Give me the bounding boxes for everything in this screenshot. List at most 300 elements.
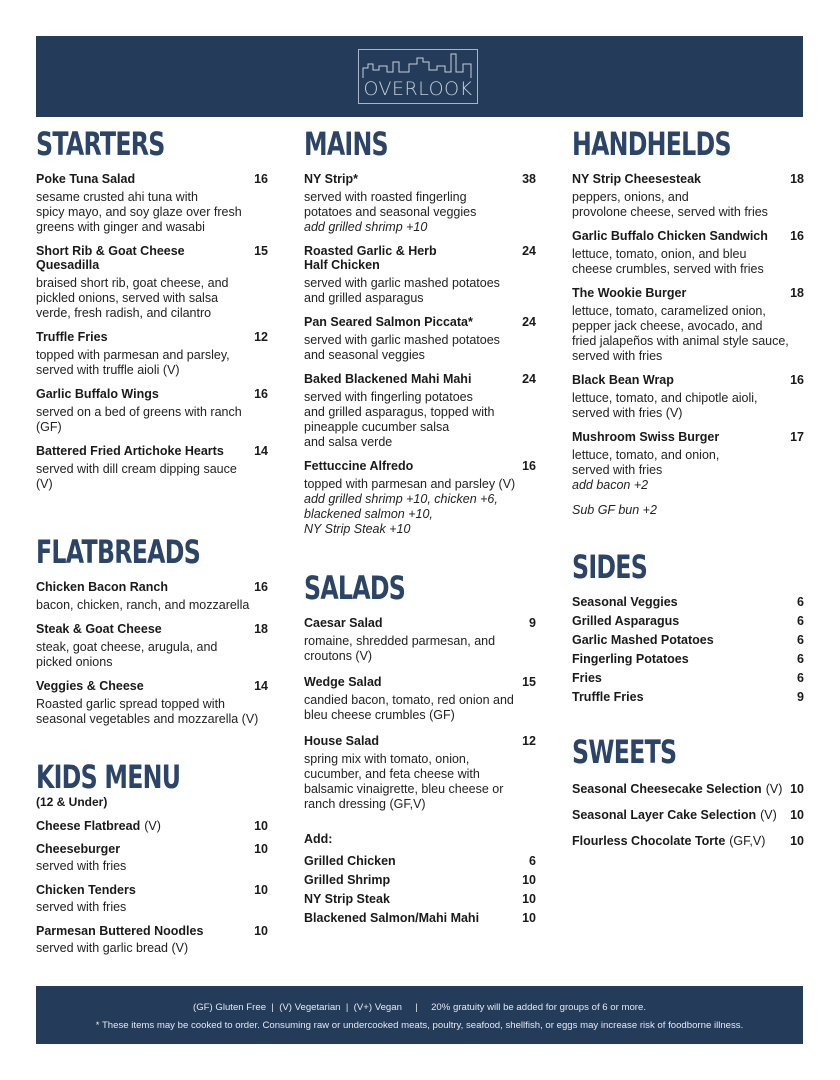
item-price: 14	[254, 444, 268, 458]
item-name-group	[572, 782, 782, 796]
menu-item	[572, 808, 804, 822]
item-header	[36, 883, 268, 897]
description-line: served with fries	[572, 349, 663, 363]
item-header	[572, 595, 804, 609]
item-description	[304, 752, 536, 812]
description-line: served with fries	[36, 900, 127, 914]
sides-section	[572, 548, 804, 709]
menu-item	[36, 172, 268, 235]
sides-heading: SIDES	[572, 548, 648, 586]
description-line: lettuce, tomato, and onion,	[572, 448, 720, 462]
description-line: pineapple cucumber salsa	[304, 420, 450, 434]
item-name-group	[304, 172, 358, 186]
description-line: and grilled asparagus	[304, 291, 424, 305]
item-description	[36, 348, 268, 378]
footer-disclaimer: * These items may be cooked to order. Consuming raw or undercooked meats, poultry, seafood, shellfish, or eggs may increase risk of foodborne illness.	[95, 1020, 744, 1031]
description-line: served with roasted fingerling	[304, 190, 467, 204]
item-header	[572, 614, 804, 628]
description-line: lettuce, tomato, and chipotle aioli,	[572, 391, 758, 405]
item-header	[304, 734, 536, 748]
item-description	[572, 247, 804, 277]
item-description	[572, 190, 804, 220]
item-name: NY Strip Cheesesteak	[572, 172, 701, 186]
item-name: Cheeseburger	[36, 842, 121, 856]
menu-item	[304, 854, 536, 868]
item-name: Caesar Salad	[304, 616, 383, 630]
item-name: Seasonal Layer Cake Selection	[572, 808, 757, 822]
description-line: (GF)	[36, 420, 62, 434]
item-name-group	[304, 892, 390, 906]
description-line: served with garlic mashed potatoes	[304, 276, 500, 290]
item-name: Blackened Salmon/Mahi Mahi	[304, 911, 480, 925]
item-diet-tag: (V)	[760, 808, 777, 822]
item-header	[36, 330, 268, 344]
item-name: Seasonal Cheesecake Selection	[572, 782, 762, 796]
menu-item	[304, 315, 536, 363]
item-price: 6	[797, 614, 804, 628]
item-name-group	[304, 616, 383, 630]
item-price: 15	[254, 244, 268, 258]
menu-item	[572, 834, 804, 848]
description-line: spicy mayo, and soy glaze over fresh	[36, 205, 242, 219]
menu-item	[304, 372, 536, 450]
item-header	[572, 229, 804, 243]
menu-item	[304, 873, 536, 887]
item-header	[36, 387, 268, 401]
item-name-group	[36, 679, 144, 693]
flatbreads-section	[36, 533, 268, 736]
item-diet-tag: (V)	[765, 782, 783, 796]
item-name-group	[36, 819, 161, 833]
item-name: Cheese Flatbread	[36, 819, 141, 833]
item-description	[36, 276, 268, 321]
item-description	[36, 941, 268, 956]
menu-item	[304, 892, 536, 906]
item-price: 16	[254, 387, 268, 401]
item-name-group	[572, 286, 686, 300]
footer-legend: (GF) Gluten Free | (V) Vegetarian | (V+) Vegan | 20% gratuity will be added for groups of 6 or more.	[193, 1002, 646, 1013]
item-header	[304, 892, 536, 906]
item-name: NY Strip*	[304, 172, 358, 186]
item-price: 18	[790, 172, 804, 186]
item-header	[572, 782, 804, 796]
menu-item	[304, 244, 536, 306]
item-name-group	[36, 330, 108, 344]
item-name: Short Rib & Goat Cheese	[36, 244, 185, 258]
item-name: Battered Fried Artichoke Hearts	[36, 444, 224, 458]
description-line: bleu cheese crumbles (GF)	[304, 708, 455, 722]
menu-item	[304, 911, 536, 925]
item-price: 18	[790, 286, 804, 300]
item-header	[304, 315, 536, 329]
item-header	[304, 854, 536, 868]
item-description	[304, 190, 536, 235]
menu-item	[36, 330, 268, 378]
salads-add-label: Add:	[304, 832, 333, 846]
item-name-group	[304, 244, 437, 258]
item-description	[572, 304, 804, 364]
item-price: 10	[254, 842, 268, 856]
description-line: and salsa verde	[304, 435, 393, 449]
item-name: Wedge Salad	[304, 675, 382, 689]
item-name-group	[572, 229, 768, 243]
menu-item	[572, 690, 804, 704]
item-price: 24	[522, 244, 536, 258]
kids-heading: KIDS MENU	[36, 758, 181, 796]
menu-item	[572, 782, 804, 796]
item-name: Pan Seared Salmon Piccata*	[304, 315, 473, 329]
item-price: 10	[254, 883, 268, 897]
item-name-group	[304, 734, 379, 748]
item-name: Veggies & Cheese	[36, 679, 144, 693]
description-line: provolone cheese, served with fries	[572, 205, 768, 219]
item-description	[36, 900, 268, 915]
description-line: topped with parmesan and parsley,	[36, 348, 230, 362]
item-header	[572, 633, 804, 647]
item-name-group	[36, 842, 120, 856]
item-name: Grilled Chicken	[304, 854, 396, 868]
item-description	[304, 634, 536, 664]
item-price: 6	[797, 652, 804, 666]
description-line: cheese crumbles, served with fries	[572, 262, 764, 276]
item-name: Truffle Fries	[36, 330, 108, 344]
mains-heading: MAINS	[304, 125, 388, 163]
item-name-line2: Half Chicken	[304, 258, 380, 272]
menu-item	[304, 734, 536, 812]
item-description	[36, 697, 268, 727]
addon-line: add grilled shrimp +10, chicken +6,	[304, 492, 498, 506]
item-name: NY Strip Steak	[304, 892, 390, 906]
item-price: 15	[522, 675, 536, 689]
description-line: pickled onions, served with salsa	[36, 291, 219, 305]
menu-item	[304, 616, 536, 664]
description-line: served with truffle aioli (V)	[36, 363, 180, 377]
item-name-group	[304, 911, 479, 925]
item-price: 9	[797, 690, 804, 704]
item-description	[304, 477, 536, 537]
item-name: Black Bean Wrap	[572, 373, 674, 387]
item-name-group	[304, 873, 390, 887]
item-name-group	[36, 172, 135, 186]
description-line: spring mix with tomato, onion,	[304, 752, 470, 766]
menu-item	[36, 679, 268, 727]
description-line: served with fingerling potatoes	[304, 390, 473, 404]
menu-item	[304, 675, 536, 723]
description-line: candied bacon, tomato, red onion and	[304, 693, 514, 707]
addon-line: NY Strip Steak +10	[304, 522, 411, 536]
item-header	[572, 834, 804, 848]
item-name: Truffle Fries	[572, 690, 644, 704]
menu-item	[572, 595, 804, 609]
description-line: served with dill cream dipping sauce	[36, 462, 237, 476]
item-name: Roasted Garlic & Herb	[304, 244, 437, 258]
item-price: 10	[790, 834, 804, 848]
description-line: balsamic vinaigrette, bleu cheese or	[304, 782, 504, 796]
item-description	[36, 640, 268, 670]
description-line: greens with ginger and wasabi	[36, 220, 205, 234]
menu-item	[572, 172, 804, 220]
menu-item	[36, 244, 268, 321]
description-line: served with fries	[36, 859, 127, 873]
kids-subheading: (12 & Under)	[36, 795, 108, 809]
column-left	[36, 125, 268, 501]
item-description	[36, 462, 268, 492]
menu-item	[572, 286, 804, 364]
sweets-heading: SWEETS	[572, 733, 677, 771]
item-name-group	[572, 373, 674, 387]
item-name: Fries	[572, 671, 602, 685]
item-price: 6	[529, 854, 536, 868]
handhelds-heading: HANDHELDS	[572, 125, 731, 163]
item-description	[304, 390, 536, 450]
item-name-group	[36, 622, 162, 636]
kids-section	[36, 758, 268, 965]
item-name-group	[572, 690, 644, 704]
addon-line: add grilled shrimp +10	[304, 220, 428, 234]
description-line: peppers, onions, and	[572, 190, 689, 204]
item-name-group	[36, 444, 224, 458]
item-price: 10	[522, 911, 536, 925]
item-name: Grilled Shrimp	[304, 873, 391, 887]
column-middle	[304, 125, 536, 546]
description-line: verde, fresh radish, and cilantro	[36, 306, 212, 320]
item-price: 16	[790, 373, 804, 387]
item-header	[572, 808, 804, 822]
description-line: served on a bed of greens with ranch	[36, 405, 242, 419]
item-price: 38	[522, 172, 536, 186]
menu-item	[572, 373, 804, 421]
item-name-group	[572, 808, 777, 822]
item-header	[36, 819, 268, 833]
item-header	[304, 873, 536, 887]
menu-item	[304, 172, 536, 235]
description-line: braised short rib, goat cheese, and	[36, 276, 229, 290]
item-header	[36, 842, 268, 856]
item-price: 6	[797, 595, 804, 609]
menu-item	[572, 229, 804, 277]
description-line: romaine, shredded parmesan, and	[304, 634, 496, 648]
item-description	[304, 333, 536, 363]
item-price: 10	[790, 808, 804, 822]
description-line: and grilled asparagus, topped with	[304, 405, 495, 419]
item-name: Seasonal Veggies	[572, 595, 678, 609]
item-name: Parmesan Buttered Noodles	[36, 924, 204, 938]
description-line: served with garlic mashed potatoes	[304, 333, 500, 347]
description-line: cucumber, and feta cheese with	[304, 767, 480, 781]
item-name-group	[36, 387, 159, 401]
item-name-group	[572, 652, 689, 666]
item-description	[572, 448, 804, 493]
item-name-group	[572, 834, 765, 848]
description-line: steak, goat cheese, arugula, and	[36, 640, 218, 654]
item-header	[572, 373, 804, 387]
item-header	[36, 924, 268, 938]
menu-item	[304, 459, 536, 537]
item-header	[304, 372, 536, 386]
item-name-group	[304, 675, 382, 689]
menu-item	[36, 819, 268, 833]
description-line: lettuce, tomato, onion, and bleu	[572, 247, 747, 261]
addon-line: blackened salmon +10,	[304, 507, 433, 521]
item-header	[304, 244, 536, 258]
description-line: fried jalapeños with animal style sauce,	[572, 334, 789, 348]
description-line: and seasonal veggies	[304, 348, 425, 362]
item-description	[304, 693, 536, 723]
item-name: Garlic Buffalo Wings	[36, 387, 159, 401]
item-price: 24	[522, 315, 536, 329]
menu-item	[572, 652, 804, 666]
salads-section	[304, 569, 536, 930]
menu-item	[572, 614, 804, 628]
description-line: croutons (V)	[304, 649, 373, 663]
item-header	[304, 616, 536, 630]
item-name-group	[572, 614, 679, 628]
item-header	[304, 172, 536, 186]
footer-banner	[36, 986, 803, 1044]
item-diet-tag: (V)	[144, 819, 161, 833]
item-name: Grilled Asparagus	[572, 614, 680, 628]
item-header	[36, 172, 268, 186]
item-description	[36, 405, 268, 435]
salads-heading: SALADS	[304, 569, 406, 607]
item-name: Baked Blackened Mahi Mahi	[304, 372, 472, 386]
item-header	[572, 430, 804, 444]
menu-item	[572, 671, 804, 685]
item-diet-tag: (GF,V)	[729, 834, 766, 848]
item-name: Flourless Chocolate Torte	[572, 834, 726, 848]
item-header	[572, 671, 804, 685]
flatbreads-heading: FLATBREADS	[36, 533, 201, 571]
item-name-group	[36, 883, 136, 897]
item-price: 6	[797, 671, 804, 685]
item-header	[572, 172, 804, 186]
item-description	[572, 391, 804, 421]
item-header	[572, 286, 804, 300]
item-price: 12	[522, 734, 536, 748]
item-price: 10	[790, 782, 804, 796]
item-header	[572, 652, 804, 666]
item-name-group	[572, 633, 714, 647]
item-price: 14	[254, 679, 268, 693]
description-line: potatoes and seasonal veggies	[304, 205, 477, 219]
menu-item	[36, 622, 268, 670]
item-name-group	[36, 244, 185, 258]
menu-item	[36, 387, 268, 435]
item-price: 10	[254, 819, 268, 833]
description-line: pepper jack cheese, avocado, and	[572, 319, 763, 333]
item-price: 16	[522, 459, 536, 473]
item-price: 12	[254, 330, 268, 344]
item-price: 9	[529, 616, 536, 630]
menu-item	[36, 444, 268, 492]
item-name-group	[572, 595, 678, 609]
item-name: Poke Tuna Salad	[36, 172, 136, 186]
description-line: ranch dressing (GF,V)	[304, 797, 426, 811]
menu-item	[36, 580, 268, 613]
starters-heading: STARTERS	[36, 125, 165, 163]
item-name-group	[304, 459, 413, 473]
item-header	[304, 675, 536, 689]
item-price: 10	[254, 924, 268, 938]
item-price: 10	[522, 892, 536, 906]
sweets-section	[572, 733, 804, 860]
item-price: 10	[522, 873, 536, 887]
item-description	[36, 859, 268, 874]
column-right	[572, 125, 804, 518]
description-line: bacon, chicken, ranch, and mozzarella	[36, 598, 250, 612]
item-header	[304, 911, 536, 925]
header-banner	[36, 36, 803, 117]
item-price: 24	[522, 372, 536, 386]
item-name-line2: Quesadilla	[36, 258, 100, 272]
description-line: (V)	[36, 477, 53, 491]
addon-line: add bacon +2	[572, 478, 649, 492]
item-header	[572, 690, 804, 704]
menu-item	[36, 842, 268, 874]
item-name: Steak & Goat Cheese	[36, 622, 162, 636]
logo-text: OVERLOOK	[363, 78, 473, 100]
item-price: 18	[254, 622, 268, 636]
item-header	[36, 244, 268, 258]
menu-item	[572, 633, 804, 647]
item-description	[36, 190, 268, 235]
description-line: Roasted garlic spread topped with	[36, 697, 226, 711]
item-price: 6	[797, 633, 804, 647]
item-description	[304, 276, 536, 306]
menu-item	[36, 883, 268, 915]
item-name-group	[304, 372, 471, 386]
item-name: Garlic Mashed Potatoes	[572, 633, 714, 647]
item-name: The Wookie Burger	[572, 286, 687, 300]
item-price: 17	[790, 430, 804, 444]
item-name: Garlic Buffalo Chicken Sandwich	[572, 229, 768, 243]
item-header	[36, 580, 268, 594]
item-name: Chicken Tenders	[36, 883, 136, 897]
item-name: Fingerling Potatoes	[572, 652, 689, 666]
item-header	[304, 459, 536, 473]
description-line: served with garlic bread (V)	[36, 941, 189, 955]
item-name-group	[304, 315, 473, 329]
item-description	[36, 598, 268, 613]
item-name-group	[572, 172, 701, 186]
handhelds-note: Sub GF bun +2	[572, 503, 657, 517]
item-price: 16	[790, 229, 804, 243]
item-name: Fettuccine Alfredo	[304, 459, 414, 473]
description-line: lettuce, tomato, caramelized onion,	[572, 304, 766, 318]
item-header	[36, 444, 268, 458]
item-name-group	[304, 854, 396, 868]
item-name: Chicken Bacon Ranch	[36, 580, 168, 594]
item-name-group	[572, 671, 602, 685]
description-line: sesame crusted ahi tuna with	[36, 190, 198, 204]
item-header	[36, 679, 268, 693]
item-name-group	[572, 430, 719, 444]
description-line: served with fries	[572, 463, 663, 477]
description-line: picked onions	[36, 655, 113, 669]
menu-item	[572, 430, 804, 493]
item-price: 16	[254, 172, 268, 186]
description-line: served with fries (V)	[572, 406, 683, 420]
item-name: Mushroom Swiss Burger	[572, 430, 720, 444]
description-line: topped with parmesan and parsley (V)	[304, 477, 516, 491]
overlook-logo	[358, 49, 478, 104]
menu-item	[36, 924, 268, 956]
description-line: seasonal vegetables and mozzarella (V)	[36, 712, 259, 726]
item-header	[36, 622, 268, 636]
item-name: House Salad	[304, 734, 380, 748]
item-name-group	[36, 924, 203, 938]
item-price: 16	[254, 580, 268, 594]
